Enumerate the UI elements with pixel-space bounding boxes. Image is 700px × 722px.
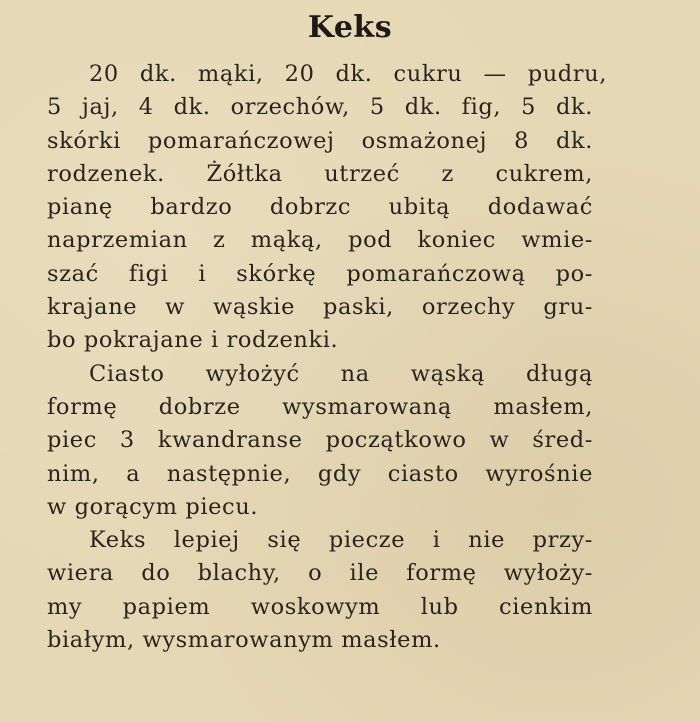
recipe-paragraph-tip	[0, 524, 700, 657]
recipe-body	[0, 58, 700, 657]
text-line: w gorącym piecu.	[47, 493, 259, 520]
text-line: piec 3 kwandranse początkowo w śred-	[47, 427, 593, 454]
text-line: Ciasto wyłożyć na wąską długą	[89, 360, 593, 387]
recipe-title: Keks	[307, 10, 393, 45]
text-line: 5 jaj, 4 dk. orzechów, 5 dk. fig, 5 dk.	[47, 94, 593, 121]
text-line: formę dobrze wysmarowaną masłem,	[47, 393, 593, 420]
text-line: szać figi i skórkę pomarańczową po-	[47, 260, 593, 287]
recipe-paragraph-ingredients	[0, 58, 700, 358]
text-line: 20 dk. mąki, 20 dk. cukru — pudru,	[89, 61, 607, 87]
text-line: bo pokrajane i rodzenki.	[47, 327, 339, 354]
text-line: skórki pomarańczowej osmażonej 8 dk.	[47, 127, 593, 154]
text-line: my papiem woskowym lub cienkim	[47, 593, 593, 620]
text-line: krajane w wąskie paski, orzechy gru-	[47, 294, 593, 321]
text-line: nim, a następnie, gdy ciasto wyrośnie	[47, 460, 593, 487]
text-line: Keks lepiej się piecze i nie przy-	[89, 527, 593, 554]
recipe-paragraph-baking	[0, 358, 700, 524]
text-line: naprzemian z mąką, pod koniec wmie-	[47, 227, 593, 254]
text-line: pianę bardzo dobrzc ubitą dodawać	[47, 194, 593, 221]
text-line: wiera do blachy, o ile formę wyłoży-	[47, 560, 593, 587]
text-line: białym, wysmarowanym masłem.	[47, 627, 441, 654]
text-line: rodzenek. Żółtka utrzeć z cukrem,	[47, 160, 593, 187]
